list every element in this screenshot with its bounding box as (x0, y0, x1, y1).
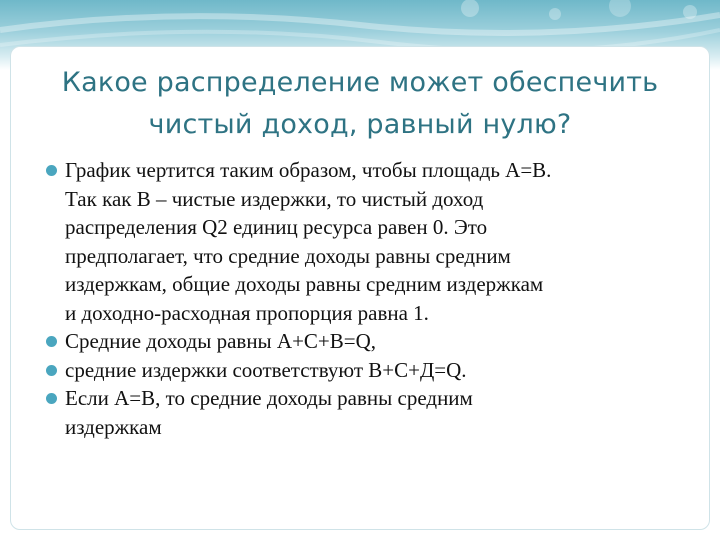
title-line-1: Какое распределение может обеспечить (61, 67, 659, 98)
title-line-2: чистый доход, равный нулю? (148, 109, 572, 140)
bullet-text-line: издержкам, общие доходы равны средним издержкам (65, 272, 544, 296)
slide-title (20, 62, 700, 146)
bullet-item (46, 156, 686, 327)
bullet-item (46, 356, 686, 385)
bullet-list (46, 156, 686, 441)
bullet-dot-icon (46, 365, 57, 376)
bullet-text-line: Так как В – чистые издержки, то чистый доход (65, 186, 484, 211)
bullet-dot-icon (46, 336, 57, 347)
bullet-text-line: Если А=В, то средние доходы равны средним (65, 386, 473, 410)
bullet-text-line: и доходно-расходная пропорция равна 1. (65, 300, 429, 325)
bullet-text-line: издержкам (65, 414, 162, 439)
bullet-item (46, 384, 686, 441)
bullet-dot-icon (46, 393, 57, 404)
bullet-dot-icon (46, 165, 57, 176)
bullet-text-line: Средние доходы равны А+С+В=Q, (65, 329, 377, 353)
bullet-text-line: средние издержки соответствуют В+С+Д=Q. (65, 357, 467, 382)
bullet-text-line: предполагает, что средние доходы равны средним (65, 243, 511, 268)
bullet-text-line: распределения Q2 единиц ресурса равен 0. Это (65, 215, 488, 239)
bullet-text-line: График чертится таким образом, чтобы площадь А=В. (65, 158, 552, 182)
bullet-item (46, 327, 686, 356)
